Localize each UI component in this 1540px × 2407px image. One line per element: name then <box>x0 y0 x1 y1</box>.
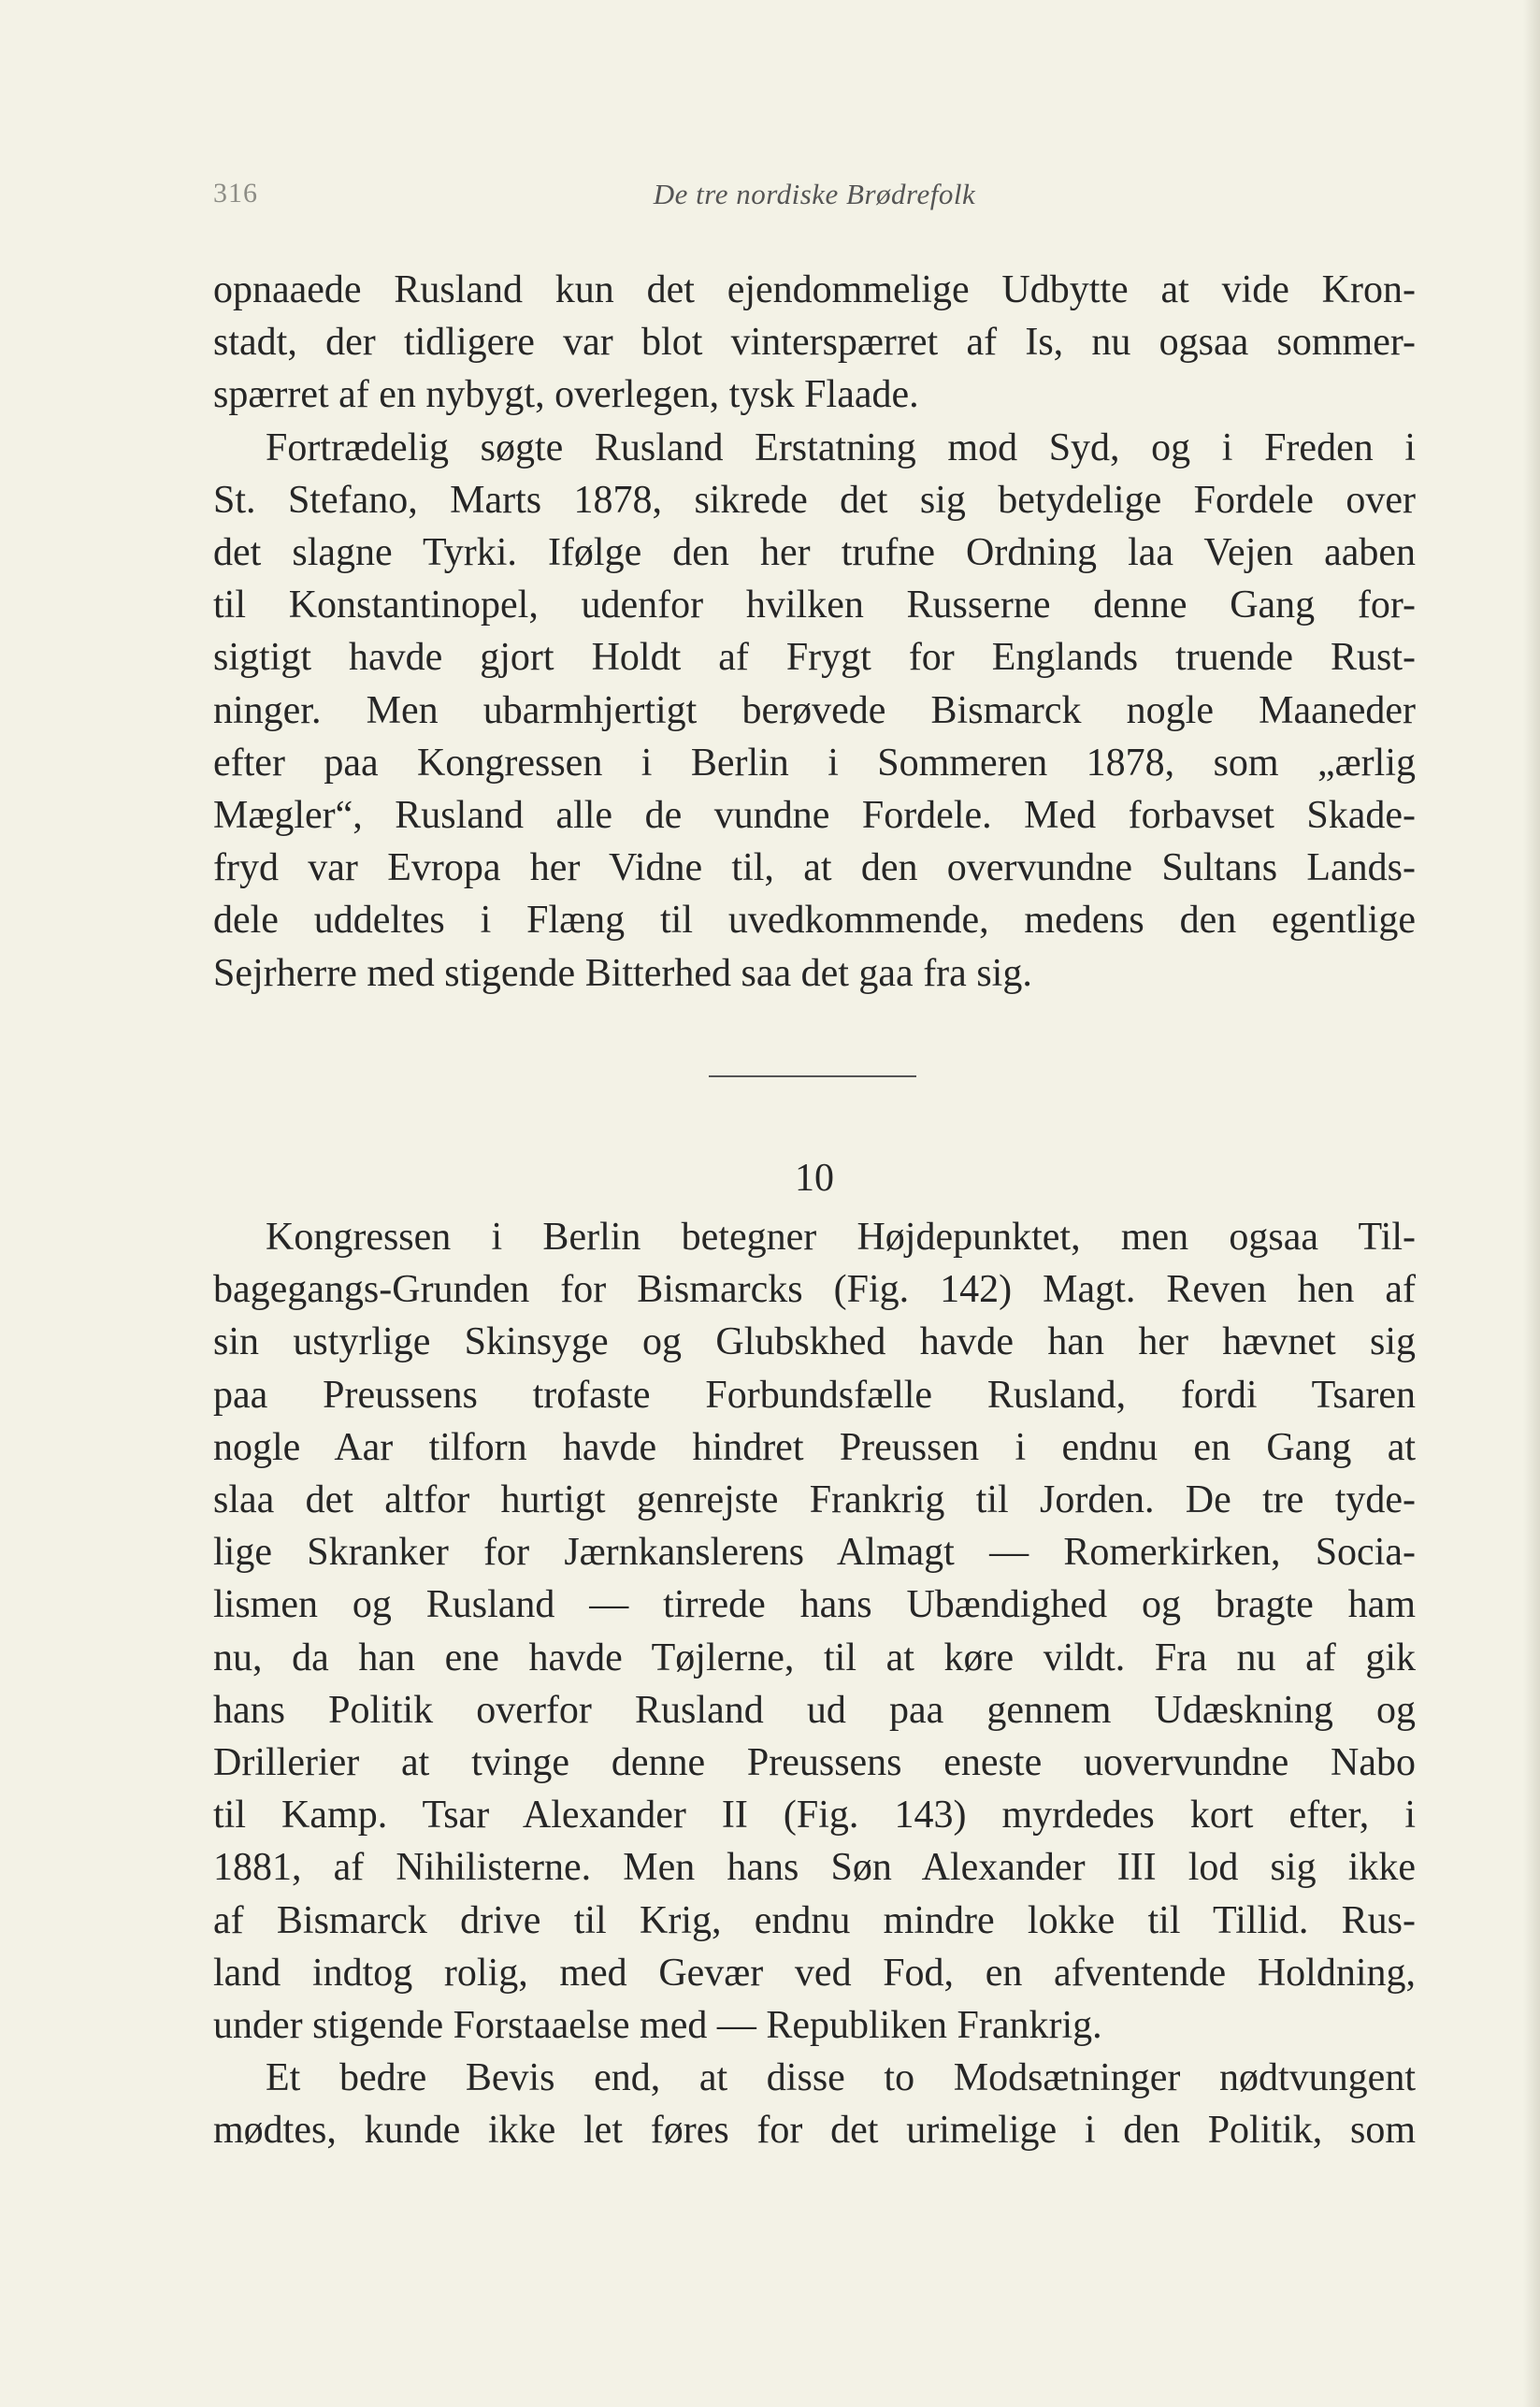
text-line: det slagne Tyrki. Ifølge den her trufne Ordning laa Vejen aaben <box>213 531 1416 575</box>
text-line: lige Skranker for Jærnkanslerens Almagt — Romerkirken, Socia- <box>213 1531 1416 1575</box>
section-number: 10 <box>795 1157 834 1200</box>
text-line: hans Politik overfor Rusland ud paa gennem Udæskning og <box>213 1688 1416 1732</box>
page-edge-shadow <box>1523 0 1540 2407</box>
page-number: 316 <box>213 178 258 209</box>
text-line: sigtigt havde gjort Holdt af Frygt for Englands truende Rust- <box>213 636 1416 680</box>
text-line: Fortrædelig søgte Rusland Erstatning mod Syd, og i Freden i <box>266 425 1416 469</box>
text-line: St. Stefano, Marts 1878, sikrede det sig betydelige Fordele over <box>213 478 1416 522</box>
text-line: paa Preussens trofaste Forbundsfælle Rusland, fordi Tsaren <box>213 1373 1416 1417</box>
text-line: af Bismarck drive til Krig, endnu mindre lokke til Tillid. Rus- <box>213 1898 1416 1942</box>
text-line: efter paa Kongressen i Berlin i Sommeren 1878, som „ærlig <box>213 741 1416 785</box>
text-line: mødtes, kunde ikke let føres for det urimelige i den Politik, som <box>213 2109 1416 2153</box>
text-line: land indtog rolig, med Gevær ved Fod, en afventende Holdning, <box>213 1951 1416 1995</box>
running-title: De tre nordiske Brødrefolk <box>653 178 976 210</box>
text-line: bagegangs-Grunden for Bismarcks (Fig. 142) Magt. Reven hen af <box>213 1268 1416 1312</box>
running-head <box>213 178 1416 224</box>
text-line: nogle Aar tilforn havde hindret Preussen i endnu en Gang at <box>213 1425 1416 1469</box>
text-line: stadt, der tidligere var blot vinterspærret af Is, nu ogsaa sommer- <box>213 321 1416 365</box>
section-divider <box>709 1075 916 1077</box>
text-line: slaa det altfor hurtigt genrejste Frankrig til Jorden. De tre tyde- <box>213 1478 1416 1522</box>
text-line: lismen og Rusland — tirrede hans Ubændighed og bragte ham <box>213 1583 1416 1627</box>
text-line: spærret af en nybygt, overlegen, tysk Flaade. <box>213 373 919 417</box>
text-line: Sejrherre med stigende Bitterhed saa det gaa fra sig. <box>213 951 1032 995</box>
text-line: Kongressen i Berlin betegner Højdepunktet, men ogsaa Til- <box>266 1216 1416 1259</box>
text-line: dele uddeltes i Flæng til uvedkommende, medens den egentlige <box>213 899 1416 943</box>
text-line: fryd var Evropa her Vidne til, at den overvundne Sultans Lands- <box>213 846 1416 890</box>
text-line: Drillerier at tvinge denne Preussens eneste uovervundne Nabo <box>213 1741 1416 1785</box>
text-line: Et bedre Bevis end, at disse to Modsætninger nødtvungent <box>266 2056 1416 2100</box>
text-line: til Konstantinopel, udenfor hvilken Russerne denne Gang for- <box>213 584 1416 627</box>
text-line: under stigende Forstaaelse med — Republiken Frankrig. <box>213 2004 1102 2048</box>
text-line: sin ustyrlige Skinsyge og Glubskhed havde han her hævnet sig <box>213 1320 1416 1364</box>
text-block-lower <box>213 1211 1416 2157</box>
text-block-upper <box>213 264 1416 1000</box>
text-line: 1881, af Nihilisterne. Men hans Søn Alexander III lod sig ikke <box>213 1846 1416 1890</box>
text-line: Mægler“, Rusland alle de vundne Fordele. Med forbavset Skade- <box>213 794 1416 838</box>
text-line: nu, da han ene havde Tøjlerne, til at køre vildt. Fra nu af gik <box>213 1636 1416 1679</box>
text-line: opnaaede Rusland kun det ejendommelige Udbytte at vide Kron- <box>213 268 1416 311</box>
text-line: ninger. Men ubarmhjertigt berøvede Bismarck nogle Maaneder <box>213 688 1416 732</box>
text-line: til Kamp. Tsar Alexander II (Fig. 143) myrdedes kort efter, i <box>213 1794 1416 1838</box>
